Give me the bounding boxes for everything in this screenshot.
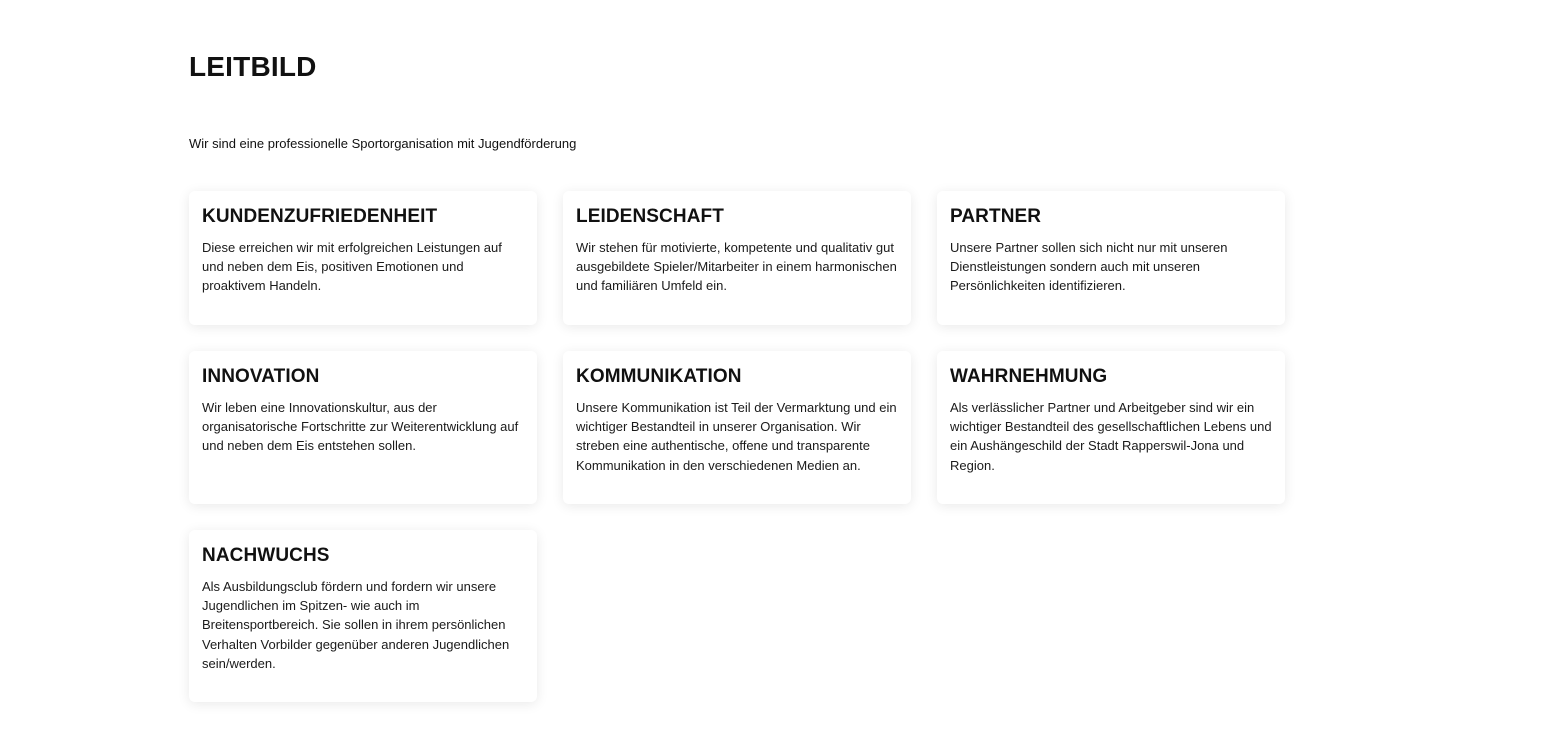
value-card-nachwuchs	[189, 530, 537, 702]
value-card-kundenzufriedenheit	[189, 191, 537, 325]
page-title: LEITBILD	[189, 51, 317, 82]
card-text: Als Ausbildungsclub fördern und fordern wir unsere Jugendlichen im Spitzen- wie auch im Breitensportbereich. Sie sollen in ihrem persönlichen Verhalten Vorbilder gegenüber anderen Jugendlichen sein/werden.	[202, 579, 510, 671]
card-title: KOMMUNIKATION	[576, 366, 742, 387]
value-card-leidenschaft	[563, 191, 911, 325]
card-text: Unsere Kommunikation ist Teil der Vermarktung und ein wichtiger Bestandteil in unserer Organisation. Wir streben eine authentische, offene und transparente Kommunikation in den verschiedenen Medien an.	[576, 400, 897, 473]
card-title: INNOVATION	[202, 366, 320, 387]
card-text: Als verlässlicher Partner und Arbeitgeber sind wir ein wichtiger Bestandteil des gesellschaftlichen Lebens und ein Aushängeschild der Stadt Rapperswil-Jona und Region.	[950, 400, 1272, 473]
card-text: Wir stehen für motivierte, kompetente und qualitativ gut ausgebildete Spieler/Mitarbeiter in einem harmonischen und familiären Umfeld ein.	[576, 240, 897, 294]
values-grid	[189, 191, 1284, 702]
card-text: Unsere Partner sollen sich nicht nur mit unseren Dienstleistungen sondern auch mit unseren Persönlichkeiten identifizieren.	[950, 240, 1228, 294]
card-title: NACHWUCHS	[202, 545, 330, 566]
value-card-wahrnehmung	[937, 351, 1285, 504]
value-card-partner	[937, 191, 1285, 325]
card-text: Diese erreichen wir mit erfolgreichen Leistungen auf und neben dem Eis, positiven Emotionen und proaktivem Handeln.	[202, 240, 502, 294]
value-card-innovation	[189, 351, 537, 504]
card-title: KUNDENZUFRIEDENHEIT	[202, 206, 438, 227]
card-title: PARTNER	[950, 206, 1042, 227]
card-text: Wir leben eine Innovationskultur, aus der organisatorische Fortschritte zur Weiterentwicklung auf und neben dem Eis entstehen sollen.	[202, 400, 519, 454]
intro-text: Wir sind eine professionelle Sportorganisation mit Jugendförderung	[189, 136, 577, 151]
card-title: WAHRNEHMUNG	[950, 366, 1108, 387]
value-card-kommunikation	[563, 351, 911, 504]
card-title: LEIDENSCHAFT	[576, 206, 724, 227]
